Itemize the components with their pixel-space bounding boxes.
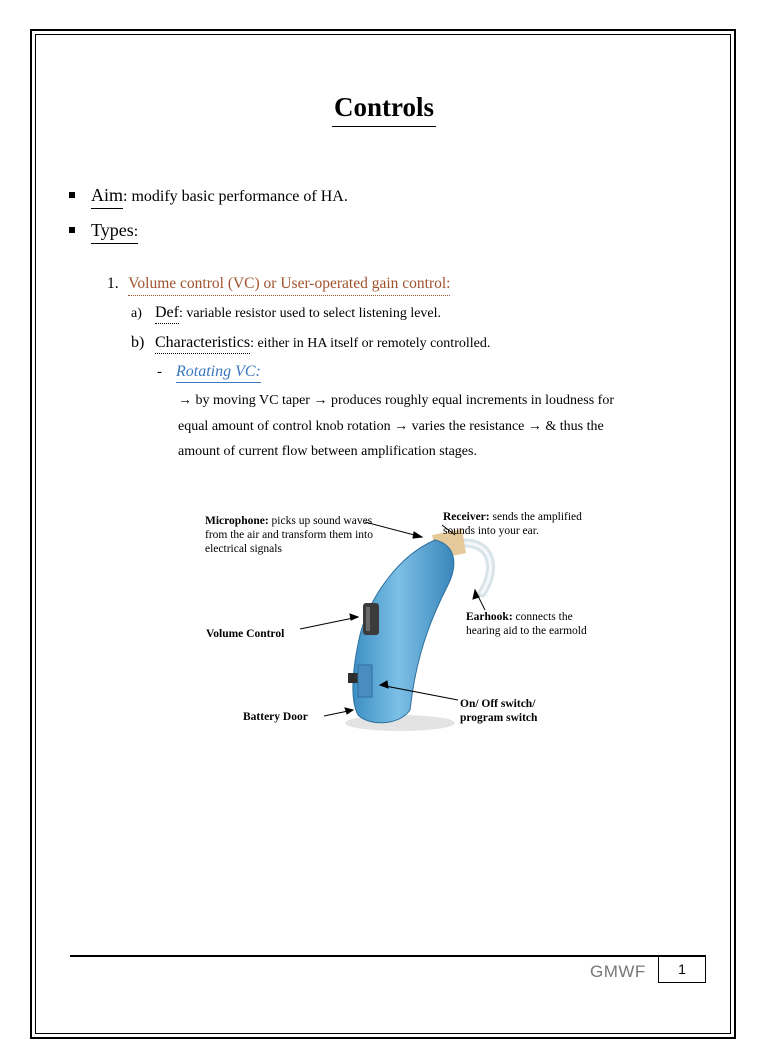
aim-text: : modify basic performance of HA. <box>123 188 348 205</box>
rotating-vc <box>157 363 261 381</box>
bullet-types <box>69 220 138 241</box>
volume-wheel-ridge <box>366 607 370 631</box>
receiver-label-bold: Receiver: <box>443 511 490 523</box>
numbered-item-1 <box>107 275 450 293</box>
rotating-vc-label: Rotating VC: <box>176 363 261 383</box>
def-text: : variable resistor used to select listening level. <box>178 306 442 321</box>
hearing-aid-figure <box>200 505 590 745</box>
paragraph-line: amount of current flow between amplification stages. <box>178 444 477 459</box>
microphone-label-bold: Microphone: <box>205 515 269 527</box>
arrow-head <box>350 614 358 620</box>
label-battery-door <box>243 710 308 724</box>
sub-letter: b) <box>131 334 145 351</box>
bullet-aim <box>69 185 348 206</box>
arrow-head <box>345 708 353 714</box>
footer-rule <box>70 955 706 957</box>
paragraph-line: equal amount of control knob rotation → varies the resistance → & thus the <box>178 418 604 434</box>
volume-label-bold: Volume Control <box>206 628 285 640</box>
label-earhook <box>466 610 590 638</box>
types-label-text: Types <box>91 220 134 240</box>
footer-brand: GMWF <box>590 962 646 981</box>
page-title-wrap <box>0 92 768 123</box>
label-volume-control <box>206 627 284 641</box>
earhook-label-bold: Earhook: <box>466 611 513 623</box>
switch-label-bold: On/ Off switch/ program switch <box>460 698 538 724</box>
item-heading: Volume control (VC) or User-operated gain control: <box>128 275 450 296</box>
types-label <box>91 220 138 244</box>
battery-label-bold: Battery Door <box>243 711 308 723</box>
earhook-label-text: connects the hearing aid to the earmold <box>466 611 587 637</box>
volume-wheel <box>363 603 379 635</box>
label-switch <box>460 697 570 725</box>
label-microphone <box>205 514 375 556</box>
dash-marker: - <box>157 364 162 380</box>
bullet-square-icon <box>69 227 75 233</box>
rotating-vc-paragraph <box>178 388 688 465</box>
types-colon: : <box>133 223 139 240</box>
page-number: 1 <box>658 956 706 983</box>
receiver-label-text: sends the amplified sounds into your ear. <box>443 511 582 537</box>
char-key: Characteristics <box>155 334 250 354</box>
arrow-volume <box>300 617 358 629</box>
char-text: : either in HA itself or remotely controlled. <box>250 336 491 351</box>
bullet-square-icon <box>69 192 75 198</box>
item-number: 1. <box>107 275 119 292</box>
sub-item-def <box>131 304 441 322</box>
aim-label: Aim <box>91 185 123 209</box>
page-title: Controls <box>332 92 436 127</box>
arrow-head <box>413 532 422 538</box>
battery-door <box>358 665 372 697</box>
sub-letter: a) <box>131 306 142 321</box>
microphone-label-text: picks up sound waves from the air and transform them into electrical signals <box>205 515 373 555</box>
paragraph-line: → by moving VC taper → produces roughly equal increments in loudness for <box>178 393 614 408</box>
sub-item-characteristics <box>131 334 490 352</box>
def-key: Def <box>155 304 179 324</box>
label-receiver <box>443 510 583 538</box>
